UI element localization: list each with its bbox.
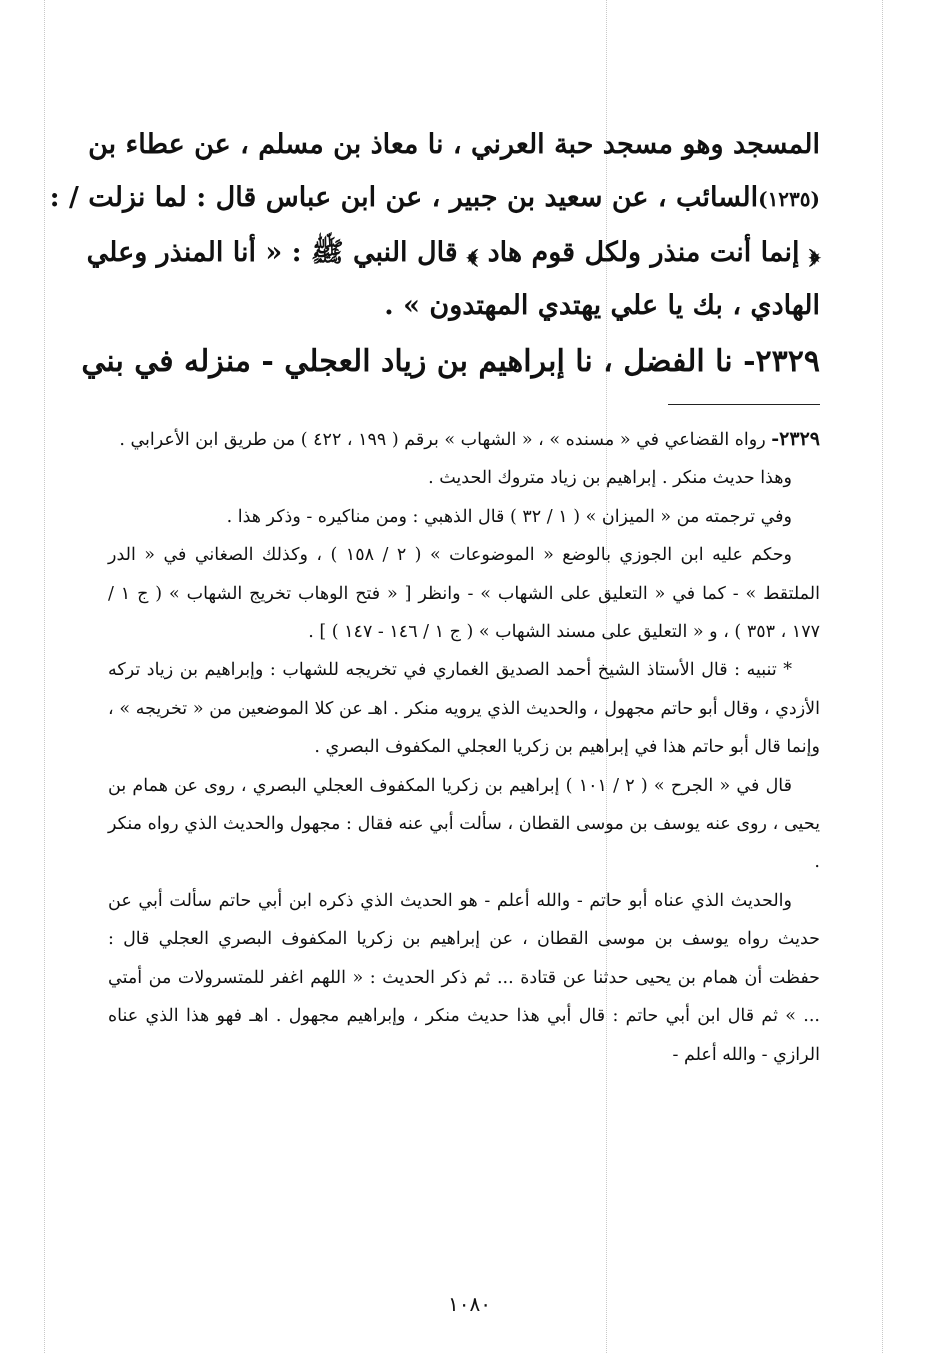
- main-line: [49, 171, 820, 226]
- main-line-text: السائب ، عن سعيد بن جبير ، عن ابن عباس قال : لما نزلت / :: [49, 182, 759, 213]
- main-line: [86, 226, 820, 279]
- footnote-paragraph: قال في « الجرح » ( ٢ / ١٠١ ) إبراهيم بن زكريا المكفوف العجلي البصري ، روى عن همام بن يحيى ، روى عنه يوسف بن موسى القطان ، سألت أبي عنه فقال : مجهول والحديث الذي رواه منكر .: [108, 775, 820, 873]
- footnote-paragraph: وهذا حديث منكر . إبراهيم بن زياد متروك الحديث .: [428, 468, 792, 489]
- main-text: [49, 118, 820, 390]
- main-line: [88, 118, 820, 171]
- margin-reference: (١٢٣٥): [758, 187, 820, 211]
- scan-dotted-line: [44, 0, 45, 1353]
- footnote-paragraph: والحديث الذي عناه أبو حاتم - والله أعلم - هو الحديث الذي ذكره ابن أبي حاتم سألت أبي عن حديث رواه يوسف بن موسى القطان ، عن إبراهيم بن زكريا المكفوف البصري العجلي قال : حفظت أن همام بن يحيى حدثنا عن قتادة ... ثم ذكر الحديث : « اللهم اغفر للمتسرولات من أمتي ... » ثم قال ابن أبي حاتم : قال أبي هذا حديث منكر ، وإبراهيم مجهول . اهـ فهو هذا الذي عناه الرازي - والله أعلم -: [108, 890, 820, 1065]
- footnote-divider: [668, 404, 820, 405]
- hadith-number: ٢٣٢٩-: [743, 344, 820, 379]
- quran-verse-line: ﴿ إنما أنت منذر ولكل قوم هاد ﴾ قال النبي ﷺ : « أنا المنذر وعلي: [86, 237, 820, 268]
- main-line: [108, 279, 820, 332]
- main-line-text: الهادي ، بك يا علي يهتدي المهتدون » .: [384, 290, 820, 321]
- scan-dotted-line: [882, 0, 883, 1353]
- page-number: ١٠٨٠: [448, 1292, 491, 1316]
- hadith-text: نا الفضل ، نا إبراهيم بن زياد العجلي - منزله في بني: [81, 344, 733, 379]
- main-line-text: المسجد وهو مسجد حبة العرني ، نا معاذ بن مسلم ، عن عطاء بن: [88, 129, 820, 160]
- footnote-paragraph: وفي ترجمته من « الميزان » ( ١ / ٣٢ ) قال الذهبي : ومن مناكيره - وذكر هذا .: [226, 506, 792, 527]
- footnote-number: ٢٣٢٩-: [771, 428, 820, 450]
- footnote-paragraph: * تنبيه : قال الأستاذ الشيخ أحمد الصديق الغماري في تخريجه للشهاب : وإبراهيم بن زياد تركه الأزدي ، وقال أبو حاتم مجهول ، والحديث الذي يرويه منكر . اهـ عن كلا الموضعين من « تخريجه » ، وإنما قال أبو حاتم هذا في إبراهيم بن زكريا العجلي المكفوف البصري .: [108, 660, 820, 758]
- footnote-paragraph: [108, 420, 820, 459]
- footnotes: [108, 420, 820, 1074]
- footnote-paragraph: وحكم عليه ابن الجوزي بالوضع « الموضوعات » ( ٢ / ١٥٨ ) ، وكذلك الصغاني في « الدر الملتقط » - كما في « التعليق على الشهاب » - وانظر [ « فتح الوهاب تخريج الشهاب » ( ج ١ / ١٧٧ ، ٣٥٣ ) ، و « التعليق على مسند الشهاب » ( ج ١ / ١٤٦ - ١٤٧ ) ] .: [108, 545, 820, 643]
- footnote-text: رواه القضاعي في « مسنده » ، « الشهاب » برقم ( ١٩٩ ، ٤٢٢ ) من طريق ابن الأعرابي .: [119, 430, 766, 450]
- hadith-line: [81, 334, 820, 390]
